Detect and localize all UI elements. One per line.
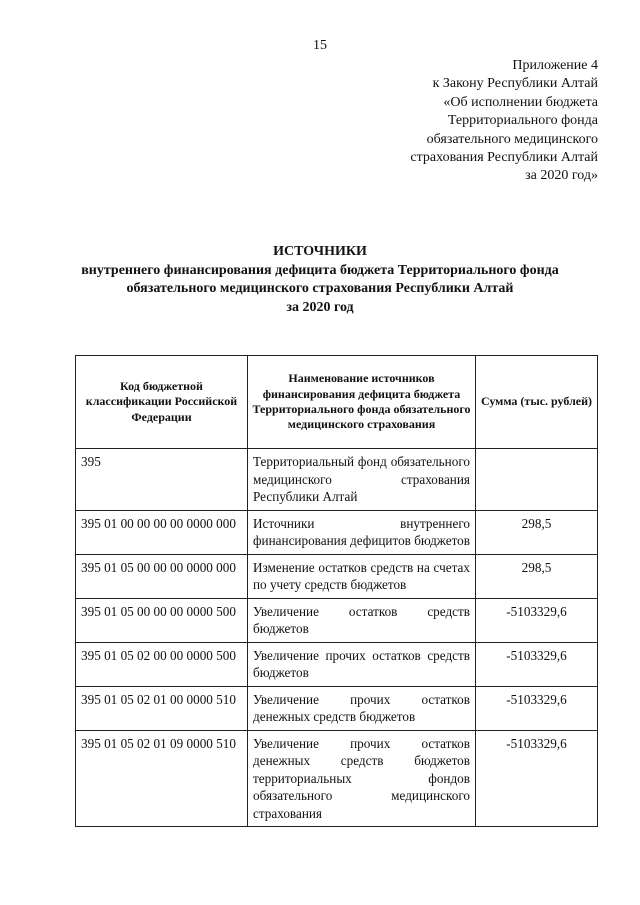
row-name: Изменение остатков средств на счетах по учету средств бюджетов [248, 554, 476, 598]
header-name: Наименование источников финансирования дефицита бюджета Территориального фонда обязательного медицинского страхования [248, 356, 476, 449]
table-header-row [76, 356, 598, 449]
appendix-line: страхования Республики Алтай [410, 150, 598, 166]
row-name: Источники внутреннего финансирования дефицитов бюджетов [248, 510, 476, 554]
appendix-line: к Закону Республики Алтай [432, 76, 598, 92]
table-row [76, 686, 598, 730]
table-row [76, 449, 598, 511]
title-line: за 2020 год [286, 299, 354, 315]
appendix-line: Приложение 4 [512, 58, 598, 73]
appendix-note [358, 57, 598, 186]
row-code: 395 01 05 00 00 00 0000 000 [76, 554, 248, 598]
table-row [76, 554, 598, 598]
row-amount: -5103329,6 [476, 598, 598, 642]
row-amount: -5103329,6 [476, 730, 598, 827]
row-amount: -5103329,6 [476, 686, 598, 730]
appendix-line: за 2020 год» [525, 168, 598, 184]
row-amount [476, 449, 598, 511]
row-code: 395 01 05 02 01 09 0000 510 [76, 730, 248, 827]
row-amount: 298,5 [476, 510, 598, 554]
title-line: внутреннего финансирования дефицита бюджета Территориального фонда [81, 262, 559, 278]
row-amount: 298,5 [476, 554, 598, 598]
appendix-line: «Об исполнении бюджета [443, 94, 598, 110]
row-name: Увеличение прочих остатков денежных средств бюджетов [248, 686, 476, 730]
row-code: 395 01 05 02 01 00 0000 510 [76, 686, 248, 730]
appendix-line: обязательного медицинского [426, 131, 598, 147]
table-row [76, 598, 598, 642]
header-code: Код бюджетной классификации Российской Федерации [76, 356, 248, 449]
title-heading: ИСТОЧНИКИ [273, 244, 367, 259]
row-name: Увеличение прочих остатков средств бюджетов [248, 642, 476, 686]
appendix-line: Территориального фонда [447, 113, 598, 129]
sources-table [75, 355, 598, 827]
row-name: Территориальный фонд обязательного медицинского страхования Республики Алтай [248, 449, 476, 511]
row-name: Увеличение остатков средств бюджетов [248, 598, 476, 642]
document-title [0, 243, 640, 317]
row-name: Увеличение прочих остатков денежных средств бюджетов территориальных фондов обязательного медицинского страхования [248, 730, 476, 827]
row-code: 395 01 05 02 00 00 0000 500 [76, 642, 248, 686]
row-code: 395 01 00 00 00 00 0000 000 [76, 510, 248, 554]
row-amount: -5103329,6 [476, 642, 598, 686]
table-row [76, 642, 598, 686]
header-amount: Сумма (тыс. рублей) [476, 356, 598, 449]
row-code: 395 01 05 00 00 00 0000 500 [76, 598, 248, 642]
title-line: обязательного медицинского страхования Республики Алтай [126, 281, 514, 297]
table-row [76, 730, 598, 827]
row-code: 395 [76, 449, 248, 511]
page-number: 15 [313, 38, 327, 53]
table-row [76, 510, 598, 554]
